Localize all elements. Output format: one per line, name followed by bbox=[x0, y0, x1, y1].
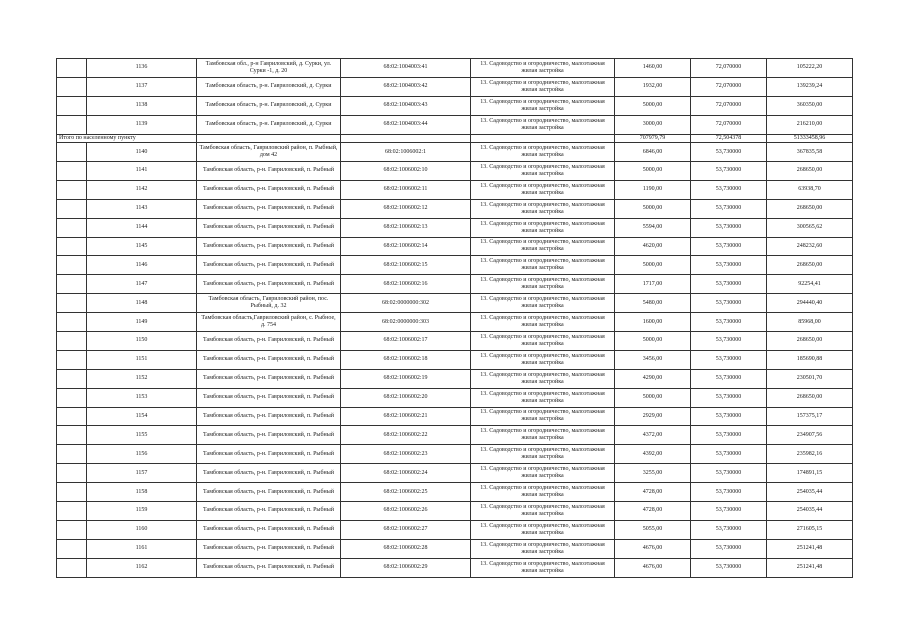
empty-cell bbox=[197, 134, 341, 143]
area-cell: 4392,00 bbox=[615, 445, 691, 464]
address-cell: Тамбовская область, р-н. Гавриловский, п. Рыбный bbox=[197, 539, 341, 558]
land-use-cell: 13. Садоводство и огородничество, малоэтажная жилая застройка bbox=[471, 388, 615, 407]
address-cell: Тамбовская область, р-н. Гавриловский, п. Рыбный bbox=[197, 350, 341, 369]
table-row bbox=[57, 275, 853, 294]
table-row bbox=[57, 237, 853, 256]
cadastral-value-cell: 248232,60 bbox=[767, 237, 853, 256]
cadastral-number-cell: 68:02:1006002:25 bbox=[341, 483, 471, 502]
cadastral-value-cell: 157375,17 bbox=[767, 407, 853, 426]
row-number: 1149 bbox=[87, 313, 197, 332]
address-cell: Тамбовская область, р-н. Гавриловский, п. Рыбный bbox=[197, 407, 341, 426]
table-row bbox=[57, 539, 853, 558]
area-cell: 5480,00 bbox=[615, 294, 691, 313]
area-cell: 4676,00 bbox=[615, 558, 691, 577]
table-row bbox=[57, 407, 853, 426]
land-use-cell: 13. Садоводство и огородничество, малоэтажная жилая застройка bbox=[471, 199, 615, 218]
row-number: 1161 bbox=[87, 539, 197, 558]
cadastral-value-cell: 300565,62 bbox=[767, 218, 853, 237]
table-row bbox=[57, 388, 853, 407]
specific-value-cell: 53,730000 bbox=[691, 237, 767, 256]
table-row bbox=[57, 483, 853, 502]
table-row bbox=[57, 520, 853, 539]
cadastral-number-cell: 68:02:1006002:17 bbox=[341, 331, 471, 350]
address-cell: Тамбовская область, р-н. Гавриловский, п. Рыбный bbox=[197, 237, 341, 256]
area-cell: 3255,00 bbox=[615, 464, 691, 483]
row-number: 1160 bbox=[87, 520, 197, 539]
land-use-cell: 13. Садоводство и огородничество, малоэтажная жилая застройка bbox=[471, 369, 615, 388]
address-cell: Тамбовская область, р-н. Гавриловский, п. Рыбный bbox=[197, 388, 341, 407]
cadastral-value-cell: 268650,00 bbox=[767, 331, 853, 350]
empty-cell bbox=[57, 199, 87, 218]
area-cell: 1600,00 bbox=[615, 313, 691, 332]
address-cell: Тамбовская область, р-н. Гавриловский, д. Сурки bbox=[197, 115, 341, 134]
cadastral-value-cell: 251241,48 bbox=[767, 558, 853, 577]
empty-cell bbox=[57, 426, 87, 445]
table-row bbox=[57, 256, 853, 275]
land-use-cell: 13. Садоводство и огородничество, малоэтажная жилая застройка bbox=[471, 237, 615, 256]
cadastral-value-cell: 174891,15 bbox=[767, 464, 853, 483]
table-row bbox=[57, 501, 853, 520]
address-cell: Тамбовская область, р-н. Гавриловский, п. Рыбный bbox=[197, 256, 341, 275]
empty-cell bbox=[471, 134, 615, 143]
table-row bbox=[57, 59, 853, 78]
table-row bbox=[57, 115, 853, 134]
area-cell: 4372,00 bbox=[615, 426, 691, 445]
specific-value-cell: 72,070000 bbox=[691, 59, 767, 78]
row-number: 1153 bbox=[87, 388, 197, 407]
row-number: 1143 bbox=[87, 199, 197, 218]
address-cell: Тамбовская область, р-н. Гавриловский, п. Рыбный bbox=[197, 199, 341, 218]
specific-value-cell: 53,730000 bbox=[691, 294, 767, 313]
table-row bbox=[57, 77, 853, 96]
cadastral-value-cell: 360350,00 bbox=[767, 96, 853, 115]
row-number: 1146 bbox=[87, 256, 197, 275]
cadastral-number-cell: 68:02:1004003:43 bbox=[341, 96, 471, 115]
row-number: 1157 bbox=[87, 464, 197, 483]
total-specific-value-cell: 72,504378 bbox=[691, 134, 767, 143]
address-cell: Тамбовская область, р-н. Гавриловский, п. Рыбный bbox=[197, 483, 341, 502]
cadastral-number-cell: 68:02:1006002:26 bbox=[341, 501, 471, 520]
total-row bbox=[57, 134, 853, 143]
specific-value-cell: 53,730000 bbox=[691, 445, 767, 464]
address-cell: Тамбовская область, р-н. Гавриловский, д. Сурки bbox=[197, 77, 341, 96]
cadastral-number-cell: 68:02:0000000:302 bbox=[341, 294, 471, 313]
address-cell: Тамбовская область, р-н. Гавриловский, п. Рыбный bbox=[197, 161, 341, 180]
specific-value-cell: 53,730000 bbox=[691, 407, 767, 426]
specific-value-cell: 72,070000 bbox=[691, 96, 767, 115]
cadastral-number-cell: 68:02:1006002:13 bbox=[341, 218, 471, 237]
land-use-cell: 13. Садоводство и огородничество, малоэтажная жилая застройка bbox=[471, 256, 615, 275]
cadastral-value-cell: 216210,00 bbox=[767, 115, 853, 134]
row-number: 1138 bbox=[87, 96, 197, 115]
land-use-cell: 13. Садоводство и огородничество, малоэтажная жилая застройка bbox=[471, 180, 615, 199]
land-use-cell: 13. Садоводство и огородничество, малоэтажная жилая застройка bbox=[471, 275, 615, 294]
cadastral-number-cell: 68:02:1006002:10 bbox=[341, 161, 471, 180]
cadastral-value-cell: 92254,41 bbox=[767, 275, 853, 294]
empty-cell bbox=[57, 558, 87, 577]
cadastral-number-cell: 68:02:1006002:23 bbox=[341, 445, 471, 464]
cadastral-value-cell: 268650,00 bbox=[767, 388, 853, 407]
table-row bbox=[57, 161, 853, 180]
row-number: 1140 bbox=[87, 143, 197, 162]
specific-value-cell: 53,730000 bbox=[691, 369, 767, 388]
table-row bbox=[57, 199, 853, 218]
row-number: 1158 bbox=[87, 483, 197, 502]
cadastral-number-cell: 68:02:1004003:44 bbox=[341, 115, 471, 134]
empty-cell bbox=[57, 331, 87, 350]
specific-value-cell: 53,730000 bbox=[691, 313, 767, 332]
empty-cell bbox=[57, 96, 87, 115]
row-number: 1151 bbox=[87, 350, 197, 369]
cadastral-value-cell: 139239,24 bbox=[767, 77, 853, 96]
specific-value-cell: 53,730000 bbox=[691, 218, 767, 237]
area-cell: 5000,00 bbox=[615, 199, 691, 218]
table-row bbox=[57, 426, 853, 445]
area-cell: 5000,00 bbox=[615, 256, 691, 275]
total-area-cell: 707979,79 bbox=[615, 134, 691, 143]
address-cell: Тамбовская область, р-н. Гавриловский, п. Рыбный bbox=[197, 275, 341, 294]
area-cell: 5000,00 bbox=[615, 96, 691, 115]
table-row bbox=[57, 445, 853, 464]
row-number: 1148 bbox=[87, 294, 197, 313]
specific-value-cell: 53,730000 bbox=[691, 350, 767, 369]
specific-value-cell: 53,730000 bbox=[691, 388, 767, 407]
address-cell: Тамбовская область, р-н. Гавриловский, п. Рыбный bbox=[197, 558, 341, 577]
empty-cell bbox=[57, 388, 87, 407]
area-cell: 3000,00 bbox=[615, 115, 691, 134]
cadastral-number-cell: 68:02:1006002:28 bbox=[341, 539, 471, 558]
table-row bbox=[57, 558, 853, 577]
cadastral-value-cell: 234907,56 bbox=[767, 426, 853, 445]
cadastral-number-cell: 68:02:1006002:20 bbox=[341, 388, 471, 407]
empty-cell bbox=[57, 237, 87, 256]
cadastral-number-cell: 68:02:1006002:12 bbox=[341, 199, 471, 218]
table-row bbox=[57, 331, 853, 350]
row-number: 1159 bbox=[87, 501, 197, 520]
table-row bbox=[57, 218, 853, 237]
table-row bbox=[57, 350, 853, 369]
specific-value-cell: 53,730000 bbox=[691, 483, 767, 502]
empty-cell bbox=[57, 218, 87, 237]
address-cell: Тамбовская область, р-н. Гавриловский, п. Рыбный bbox=[197, 369, 341, 388]
cadastral-number-cell: 68:02:1006002:16 bbox=[341, 275, 471, 294]
empty-cell bbox=[57, 539, 87, 558]
land-use-cell: 13. Садоводство и огородничество, малоэтажная жилая застройка bbox=[471, 445, 615, 464]
cadastral-value-cell: 105222,20 bbox=[767, 59, 853, 78]
land-use-cell: 13. Садоводство и огородничество, малоэтажная жилая застройка bbox=[471, 331, 615, 350]
table-row bbox=[57, 369, 853, 388]
specific-value-cell: 53,730000 bbox=[691, 539, 767, 558]
empty-cell bbox=[57, 180, 87, 199]
cadastral-number-cell: 68:02:1006002:11 bbox=[341, 180, 471, 199]
address-cell: Тамбовская область, р-н. Гавриловский, п. Рыбный bbox=[197, 501, 341, 520]
total-label: Итого по населенному пункту bbox=[57, 134, 197, 143]
cadastral-value-cell: 185690,88 bbox=[767, 350, 853, 369]
cadastral-value-cell: 251241,48 bbox=[767, 539, 853, 558]
address-cell: Тамбовская обл., р-н Гавриловский, д. Сурки, ул. Сурки -1, д. 20 bbox=[197, 59, 341, 78]
address-cell: Тамбовская область, р-н. Гавриловский, д. Сурки bbox=[197, 96, 341, 115]
specific-value-cell: 53,730000 bbox=[691, 464, 767, 483]
empty-cell bbox=[57, 445, 87, 464]
land-use-cell: 13. Садоводство и огородничество, малоэтажная жилая застройка bbox=[471, 407, 615, 426]
land-use-cell: 13. Садоводство и огородничество, малоэтажная жилая застройка bbox=[471, 161, 615, 180]
area-cell: 4728,00 bbox=[615, 483, 691, 502]
area-cell: 5000,00 bbox=[615, 388, 691, 407]
empty-cell bbox=[57, 143, 87, 162]
land-use-cell: 13. Садоводство и огородничество, малоэтажная жилая застройка bbox=[471, 59, 615, 78]
land-use-cell: 13. Садоводство и огородничество, малоэтажная жилая застройка bbox=[471, 294, 615, 313]
empty-cell bbox=[341, 134, 471, 143]
area-cell: 1460,00 bbox=[615, 59, 691, 78]
cadastral-value-cell: 271605,15 bbox=[767, 520, 853, 539]
cadastral-value-cell: 230501,70 bbox=[767, 369, 853, 388]
row-number: 1152 bbox=[87, 369, 197, 388]
cadastral-number-cell: 68:02:1006002:1 bbox=[341, 143, 471, 162]
address-cell: Тамбовская область, Гавриловский район, п. Рыбный, дом 42 bbox=[197, 143, 341, 162]
cadastral-number-cell: 68:02:0000000:303 bbox=[341, 313, 471, 332]
empty-cell bbox=[57, 115, 87, 134]
address-cell: Тамбовская область, р-н. Гавриловский, п. Рыбный bbox=[197, 464, 341, 483]
row-number: 1154 bbox=[87, 407, 197, 426]
table-row bbox=[57, 464, 853, 483]
empty-cell bbox=[57, 313, 87, 332]
area-cell: 5000,00 bbox=[615, 331, 691, 350]
row-number: 1162 bbox=[87, 558, 197, 577]
address-cell: Тамбовская область, р-н. Гавриловский, п. Рыбный bbox=[197, 520, 341, 539]
specific-value-cell: 53,730000 bbox=[691, 199, 767, 218]
cadastral-value-cell: 268650,00 bbox=[767, 199, 853, 218]
cadastral-number-cell: 68:02:1006002:19 bbox=[341, 369, 471, 388]
cadastral-number-cell: 68:02:1006002:22 bbox=[341, 426, 471, 445]
row-number: 1139 bbox=[87, 115, 197, 134]
row-number: 1156 bbox=[87, 445, 197, 464]
cadastral-value-cell: 268650,00 bbox=[767, 161, 853, 180]
cadastral-value-cell: 235982,16 bbox=[767, 445, 853, 464]
cadastral-number-cell: 68:02:1006002:21 bbox=[341, 407, 471, 426]
specific-value-cell: 53,730000 bbox=[691, 331, 767, 350]
empty-cell bbox=[57, 294, 87, 313]
land-use-cell: 13. Садоводство и огородничество, малоэтажная жилая застройка bbox=[471, 483, 615, 502]
specific-value-cell: 53,730000 bbox=[691, 426, 767, 445]
empty-cell bbox=[57, 369, 87, 388]
empty-cell bbox=[57, 501, 87, 520]
specific-value-cell: 53,730000 bbox=[691, 161, 767, 180]
address-cell: Тамбовская область, р-н. Гавриловский, п. Рыбный bbox=[197, 218, 341, 237]
cadastral-number-cell: 68:02:1006002:27 bbox=[341, 520, 471, 539]
specific-value-cell: 53,730000 bbox=[691, 275, 767, 294]
area-cell: 4676,00 bbox=[615, 539, 691, 558]
area-cell: 4290,00 bbox=[615, 369, 691, 388]
land-use-cell: 13. Садоводство и огородничество, малоэтажная жилая застройка bbox=[471, 501, 615, 520]
specific-value-cell: 53,730000 bbox=[691, 256, 767, 275]
address-cell: Тамбовская область, р-н. Гавриловский, п. Рыбный bbox=[197, 426, 341, 445]
address-cell: Тамбовская область, р-н. Гавриловский, п. Рыбный bbox=[197, 445, 341, 464]
land-use-cell: 13. Садоводство и огородничество, малоэтажная жилая застройка bbox=[471, 539, 615, 558]
table-row bbox=[57, 180, 853, 199]
empty-cell bbox=[57, 161, 87, 180]
empty-cell bbox=[57, 256, 87, 275]
cadastral-value-cell: 85968,00 bbox=[767, 313, 853, 332]
row-number: 1136 bbox=[87, 59, 197, 78]
empty-cell bbox=[57, 520, 87, 539]
land-use-cell: 13. Садоводство и огородничество, малоэтажная жилая застройка bbox=[471, 464, 615, 483]
row-number: 1142 bbox=[87, 180, 197, 199]
specific-value-cell: 53,730000 bbox=[691, 143, 767, 162]
cadastral-number-cell: 68:02:1004003:42 bbox=[341, 77, 471, 96]
cadastral-number-cell: 68:02:1006002:29 bbox=[341, 558, 471, 577]
area-cell: 2929,00 bbox=[615, 407, 691, 426]
cadastral-number-cell: 68:02:1006002:18 bbox=[341, 350, 471, 369]
table-row bbox=[57, 143, 853, 162]
cadastral-value-cell: 63938,70 bbox=[767, 180, 853, 199]
row-number: 1147 bbox=[87, 275, 197, 294]
cadastral-value-cell: 254035,44 bbox=[767, 501, 853, 520]
address-cell: Тамбовская область, р-н. Гавриловский, п. Рыбный bbox=[197, 180, 341, 199]
row-number: 1145 bbox=[87, 237, 197, 256]
land-use-cell: 13. Садоводство и огородничество, малоэтажная жилая застройка bbox=[471, 96, 615, 115]
empty-cell bbox=[57, 275, 87, 294]
area-cell: 5055,00 bbox=[615, 520, 691, 539]
area-cell: 5594,00 bbox=[615, 218, 691, 237]
empty-cell bbox=[57, 483, 87, 502]
row-number: 1150 bbox=[87, 331, 197, 350]
cadastral-value-cell: 254035,44 bbox=[767, 483, 853, 502]
land-use-cell: 13. Садоводство и огородничество, малоэтажная жилая застройка bbox=[471, 520, 615, 539]
land-use-cell: 13. Садоводство и огородничество, малоэтажная жилая застройка bbox=[471, 77, 615, 96]
specific-value-cell: 53,730000 bbox=[691, 520, 767, 539]
cadastral-value-cell: 268650,00 bbox=[767, 256, 853, 275]
area-cell: 4620,00 bbox=[615, 237, 691, 256]
empty-cell bbox=[57, 77, 87, 96]
specific-value-cell: 53,730000 bbox=[691, 501, 767, 520]
table-body bbox=[57, 59, 853, 578]
table-row bbox=[57, 96, 853, 115]
area-cell: 1932,00 bbox=[615, 77, 691, 96]
land-use-cell: 13. Садоводство и огородничество, малоэтажная жилая застройка bbox=[471, 218, 615, 237]
land-use-cell: 13. Садоводство и огородничество, малоэтажная жилая застройка bbox=[471, 115, 615, 134]
row-number: 1137 bbox=[87, 77, 197, 96]
specific-value-cell: 72,070000 bbox=[691, 115, 767, 134]
area-cell: 6846,00 bbox=[615, 143, 691, 162]
empty-cell bbox=[57, 59, 87, 78]
cadastral-number-cell: 68:02:1004003:41 bbox=[341, 59, 471, 78]
cadastral-number-cell: 68:02:1006002:14 bbox=[341, 237, 471, 256]
total-cadastral-value-cell: 51333458,96 bbox=[767, 134, 853, 143]
cadastral-value-table bbox=[56, 58, 853, 578]
address-cell: Тамбовская область,Гавриловский район, с. Рыбное, д. 754 bbox=[197, 313, 341, 332]
empty-cell bbox=[57, 350, 87, 369]
area-cell: 3456,00 bbox=[615, 350, 691, 369]
specific-value-cell: 72,070000 bbox=[691, 77, 767, 96]
empty-cell bbox=[57, 464, 87, 483]
empty-cell bbox=[57, 407, 87, 426]
row-number: 1141 bbox=[87, 161, 197, 180]
cadastral-value-cell: 294440,40 bbox=[767, 294, 853, 313]
land-use-cell: 13. Садоводство и огородничество, малоэтажная жилая застройка bbox=[471, 143, 615, 162]
row-number: 1155 bbox=[87, 426, 197, 445]
address-cell: Тамбовская область, Гавриловский район, пос. Рыбный, д. 32 bbox=[197, 294, 341, 313]
cadastral-number-cell: 68:02:1006002:15 bbox=[341, 256, 471, 275]
area-cell: 1190,00 bbox=[615, 180, 691, 199]
specific-value-cell: 53,730000 bbox=[691, 558, 767, 577]
land-use-cell: 13. Садоводство и огородничество, малоэтажная жилая застройка bbox=[471, 313, 615, 332]
area-cell: 4728,00 bbox=[615, 501, 691, 520]
area-cell: 1717,00 bbox=[615, 275, 691, 294]
table-row bbox=[57, 294, 853, 313]
land-use-cell: 13. Садоводство и огородничество, малоэтажная жилая застройка bbox=[471, 426, 615, 445]
area-cell: 5000,00 bbox=[615, 161, 691, 180]
cadastral-number-cell: 68:02:1006002:24 bbox=[341, 464, 471, 483]
land-use-cell: 13. Садоводство и огородничество, малоэтажная жилая застройка bbox=[471, 558, 615, 577]
row-number: 1144 bbox=[87, 218, 197, 237]
table-row bbox=[57, 313, 853, 332]
land-use-cell: 13. Садоводство и огородничество, малоэтажная жилая застройка bbox=[471, 350, 615, 369]
specific-value-cell: 53,730000 bbox=[691, 180, 767, 199]
address-cell: Тамбовская область, р-н. Гавриловский, п. Рыбный bbox=[197, 331, 341, 350]
cadastral-value-cell: 367835,58 bbox=[767, 143, 853, 162]
